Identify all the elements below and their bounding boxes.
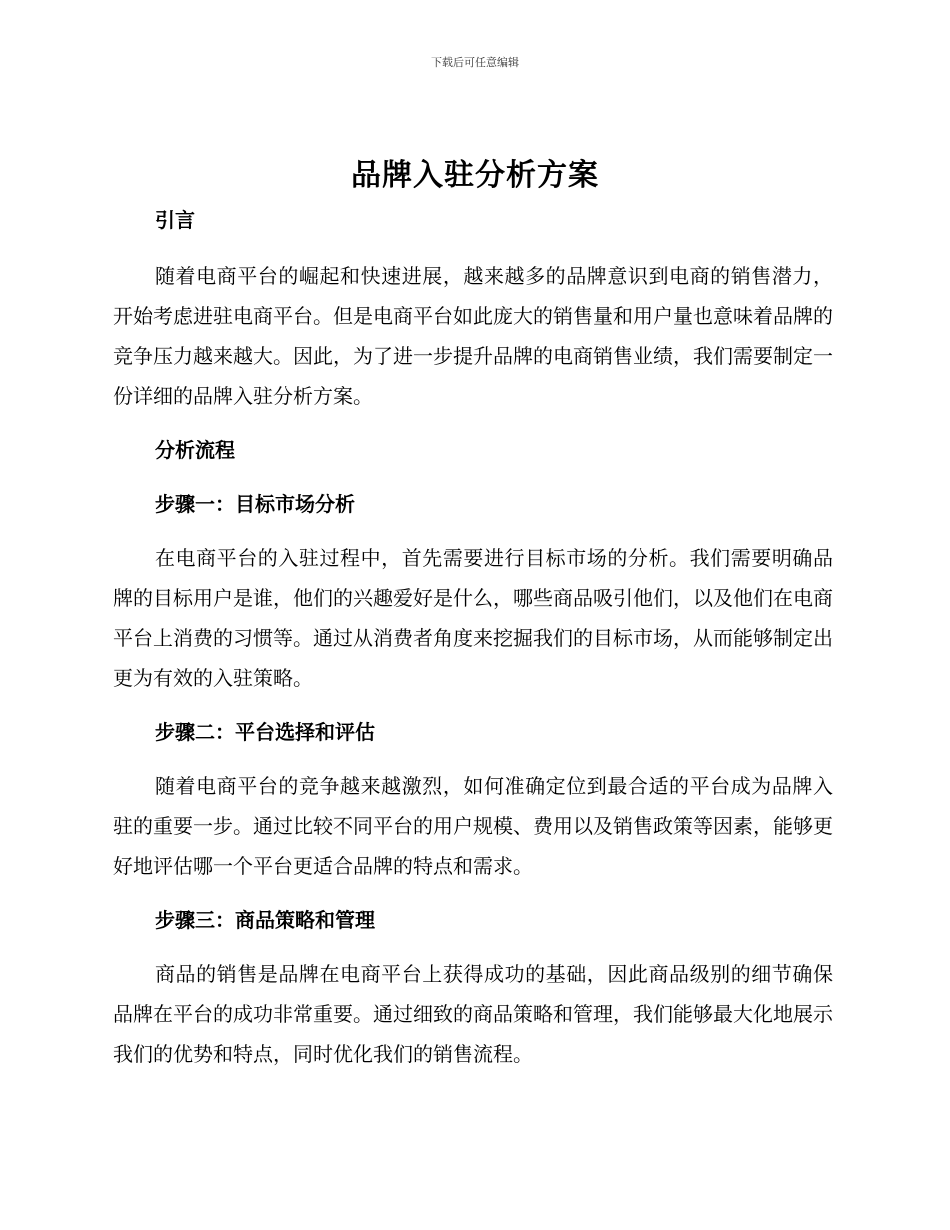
step-3-heading: 步骤三：商品策略和管理 (155, 908, 375, 932)
step-2-heading: 步骤二：平台选择和评估 (155, 720, 375, 744)
step-1-heading: 步骤一：目标市场分析 (155, 492, 355, 516)
process-heading: 分析流程 (155, 438, 235, 462)
step-3-paragraph: 商品的销售是品牌在电商平台上获得成功的基础，因此商品级别的细节确保品牌在平台的成功非常重要。通过细致的商品策略和管理，我们能够最大化地展示我们的优势和特点，同时优化我们的销售流程。 (113, 962, 833, 1066)
document-title: 品牌入驻分析方案 (351, 158, 599, 193)
intro-heading: 引言 (155, 208, 195, 232)
page-header-note: 下载后可任意编辑 (431, 56, 519, 69)
document-body (113, 200, 833, 1074)
step-2-paragraph: 随着电商平台的竞争越来越激烈，如何准确定位到最合适的平台成为品牌入驻的重要一步。通过比较不同平台的用户规模、费用以及销售政策等因素，能够更好地评估哪一个平台更适合品牌的特点和需求。 (113, 774, 833, 878)
intro-paragraph: 随着电商平台的崛起和快速进展，越来越多的品牌意识到电商的销售潜力，开始考虑进驻电商平台。但是电商平台如此庞大的销售量和用户量也意味着品牌的竞争压力越来越大。因此，为了进一步提升品牌的电商销售业绩，我们需要制定一份详细的品牌入驻分析方案。 (113, 264, 833, 408)
step-1-paragraph: 在电商平台的入驻过程中，首先需要进行目标市场的分析。我们需要明确品牌的目标用户是谁，他们的兴趣爱好是什么，哪些商品吸引他们，以及他们在电商平台上消费的习惯等。通过从消费者角度来挖掘我们的目标市场，从而能够制定出更为有效的入驻策略。 (113, 546, 833, 690)
